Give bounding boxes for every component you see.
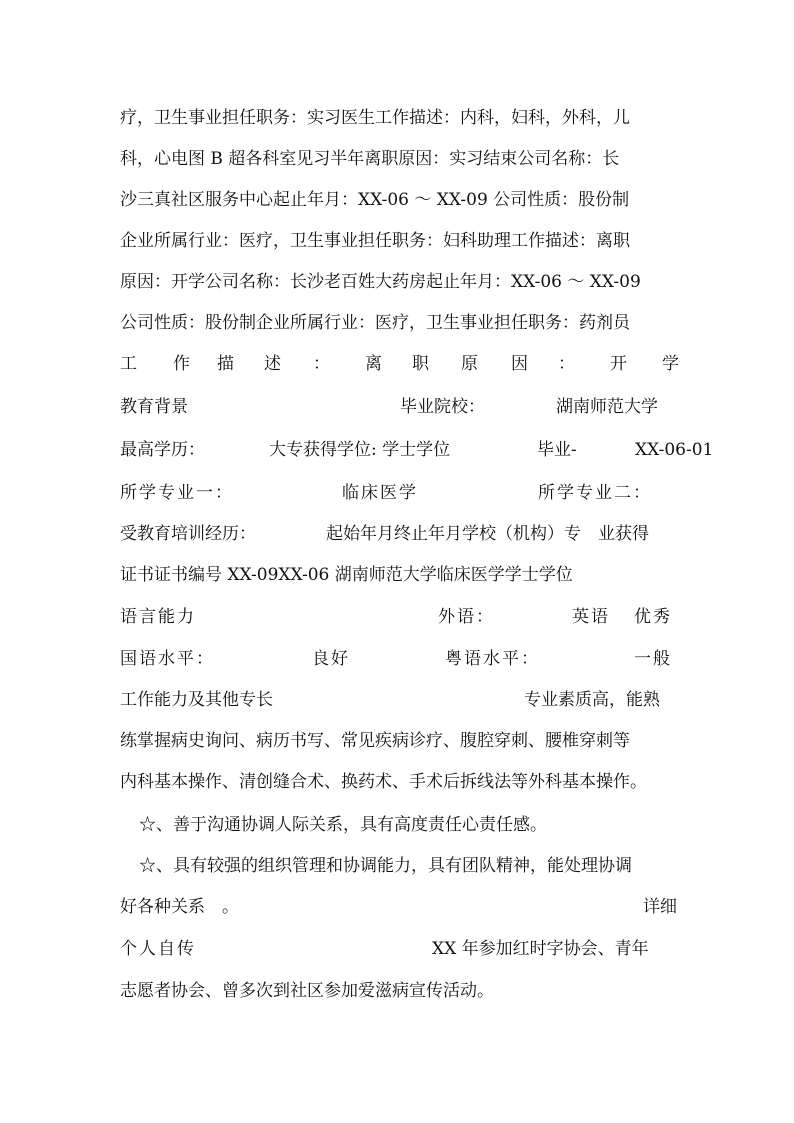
text-line bbox=[120, 183, 680, 217]
major1-value: 临床医学 bbox=[342, 483, 418, 503]
char: 职 bbox=[412, 354, 429, 374]
detail-label: 详细 bbox=[643, 897, 677, 917]
section-heading-education: 教育背景 bbox=[120, 397, 188, 417]
self-intro-text: XX 年参加红时字协会、青年 bbox=[432, 939, 649, 959]
school-label: 毕业院校： bbox=[400, 397, 485, 417]
char: 学 bbox=[662, 354, 679, 374]
graduation-date: XX-06-01 bbox=[635, 440, 714, 460]
char: 描 bbox=[217, 354, 234, 374]
line-text: 沙三真社区服务中心起止年月：XX-06 ～ XX-09 公司性质：股份制 bbox=[120, 190, 630, 210]
text-line bbox=[120, 101, 680, 135]
char: ： bbox=[558, 354, 575, 374]
degree-value: 大专获得学位: 学士学位 bbox=[269, 440, 451, 460]
skills-heading-row bbox=[120, 683, 680, 717]
education-major-row bbox=[120, 476, 680, 510]
line-text: 公司性质：股份制企业所属行业：医疗，卫生事业担任职务：药剂员 bbox=[120, 313, 630, 333]
section-heading-skills: 工作能力及其他专长 bbox=[120, 690, 273, 710]
text-line bbox=[120, 142, 680, 176]
training-row: 证书证书编号 XX-09XX-06 湖南师范大学临床医学学士学位 bbox=[120, 565, 573, 585]
language-foreign-row bbox=[120, 600, 680, 634]
line-text: 疗，卫生事业担任职务：实习医生工作描述：内科，妇科，外科，儿 bbox=[120, 108, 630, 128]
char: 离 bbox=[365, 354, 382, 374]
mandarin-value: 良好 bbox=[312, 649, 350, 669]
text-line bbox=[120, 306, 680, 340]
cantonese-value: 一般 bbox=[634, 649, 672, 669]
foreign-language-value: 英语 bbox=[572, 607, 610, 627]
char: 作 bbox=[173, 354, 190, 374]
text-line bbox=[120, 265, 680, 299]
line-text: 科，心电图 B 超各科室见习半年离职原因：实习结束公司名称：长 bbox=[120, 149, 620, 169]
skills-text: 练掌握病史询问、病历书写、常见疾病诊疗、腹腔穿刺、腰椎穿刺等 bbox=[120, 731, 630, 751]
major1-label: 所学专业一： bbox=[120, 483, 234, 503]
text-line bbox=[120, 224, 680, 258]
self-intro-row bbox=[120, 932, 680, 966]
char: 述 bbox=[264, 354, 281, 374]
training-header: 起始年月终止年月学校（机构）专 业获得 bbox=[326, 524, 649, 544]
char: 开 bbox=[610, 354, 627, 374]
training-label: 受教育培训经历： bbox=[120, 524, 256, 544]
bullet-line bbox=[120, 849, 680, 883]
text-line bbox=[120, 724, 680, 758]
skills-bullet-continued: 好各种关系 。 bbox=[120, 897, 239, 917]
mandarin-label: 国语水平： bbox=[120, 649, 215, 669]
graduation-label: 毕业- bbox=[537, 440, 577, 460]
char: ： bbox=[313, 354, 330, 374]
self-intro-text: 志愿者协会、曾多次到社区参加爱滋病宣传活动。 bbox=[120, 981, 494, 1001]
education-school-row bbox=[120, 390, 680, 424]
education-degree-row bbox=[120, 433, 714, 467]
section-heading-language: 语言能力 bbox=[120, 607, 196, 627]
foreign-language-label: 外语： bbox=[438, 607, 495, 627]
spaced-text-line bbox=[120, 347, 680, 381]
char: 因 bbox=[511, 354, 528, 374]
text-line bbox=[120, 765, 680, 799]
text-line bbox=[120, 974, 680, 1008]
bullet-line bbox=[120, 808, 680, 842]
degree-label: 最高学历： bbox=[120, 440, 205, 460]
major2-label: 所学专业二： bbox=[538, 483, 652, 503]
skills-bullet: ☆、具有较强的组织管理和协调能力，具有团队精神，能处理协调 bbox=[139, 856, 632, 876]
char: 原 bbox=[461, 354, 478, 374]
char: 工 bbox=[120, 354, 137, 374]
line-text: 原因：开学公司名称：长沙老百姓大药房起止年月：XX-06 ～ XX-09 bbox=[120, 272, 641, 292]
skills-text: 专业素质高，能熟 bbox=[524, 690, 660, 710]
bullet-continuation-line bbox=[120, 890, 680, 924]
school-value: 湖南师范大学 bbox=[556, 397, 658, 417]
skills-bullet: ☆、善于沟通协调人际关系，具有高度责任心责任感。 bbox=[139, 815, 547, 835]
language-dialect-row bbox=[120, 642, 680, 676]
foreign-language-level: 优秀 bbox=[634, 607, 672, 627]
education-training-row bbox=[120, 517, 680, 551]
section-heading-self-intro: 个人自传 bbox=[120, 939, 196, 959]
cantonese-label: 粤语水平： bbox=[445, 649, 540, 669]
education-training-detail bbox=[120, 558, 680, 592]
line-text: 企业所属行业：医疗，卫生事业担任职务：妇科助理工作描述：离职 bbox=[120, 231, 630, 251]
skills-text: 内科基本操作、清创缝合术、换药术、手术后拆线法等外科基本操作。 bbox=[120, 772, 647, 792]
